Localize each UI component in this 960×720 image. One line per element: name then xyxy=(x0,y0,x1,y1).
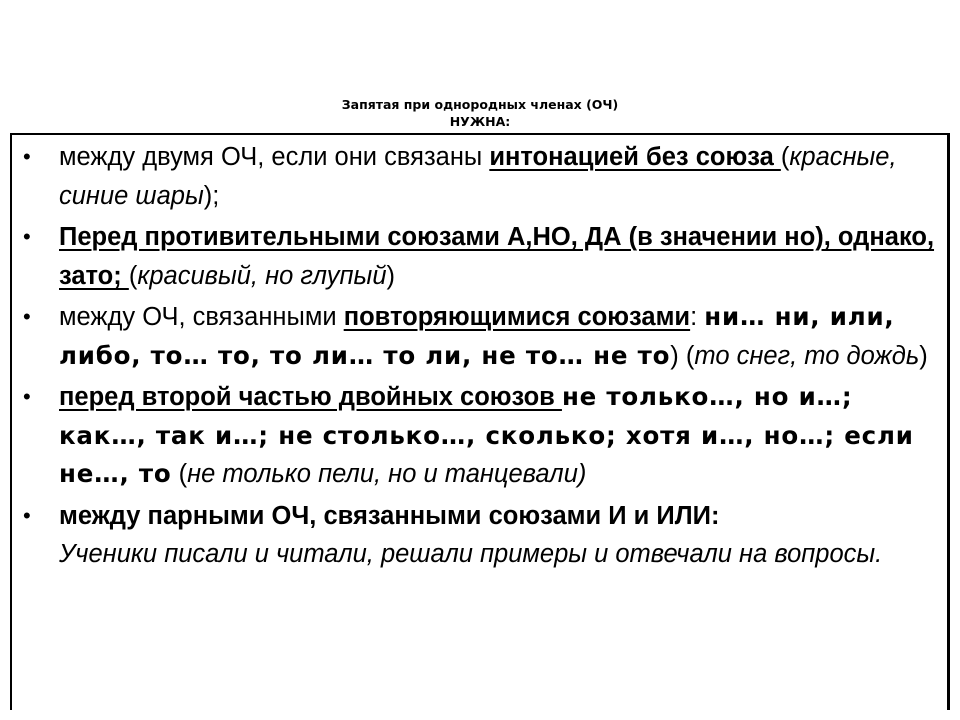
item-emphasis: повторяющимися союзами xyxy=(343,303,691,331)
title-line-2: НУЖНА: xyxy=(449,114,511,129)
item-emphasis: перед второй частью двойных союзов xyxy=(59,383,562,411)
item-conjunctions: не только…, но и…; как…, так и…; не столько…, сколько; хотя и…, но…; если не…, то xyxy=(59,382,914,488)
bullet-icon: • xyxy=(23,304,31,329)
item-conjunctions: ни… ни, или, либо, то… то, то ли… то ли, не то… не то xyxy=(59,302,895,370)
item-example: не только пели, но и танцевали) xyxy=(187,460,587,488)
item-text: ) xyxy=(386,261,396,290)
item-text: между двумя ОЧ, если они связаны xyxy=(59,143,490,171)
item-example: то снег, то дождь xyxy=(694,341,920,370)
list-item xyxy=(18,497,948,574)
item-example: красные, синие шары xyxy=(59,143,897,210)
list-item xyxy=(18,378,948,494)
item-text: ( xyxy=(171,460,188,488)
item-emphasis: интонацией без союза xyxy=(489,143,781,171)
item-text: ( xyxy=(128,261,138,290)
item-emphasis: между парными ОЧ, связанными союзами И и ИЛИ: xyxy=(59,501,720,530)
rule-list xyxy=(18,138,948,577)
item-text: ) xyxy=(919,341,928,370)
list-item xyxy=(18,298,948,375)
bullet-icon: • xyxy=(23,384,31,409)
item-example: красивый, но глупый xyxy=(137,261,387,290)
item-text: ( xyxy=(780,143,790,171)
list-item xyxy=(18,138,948,215)
item-text: между ОЧ, связанными xyxy=(59,303,344,331)
bullet-icon: • xyxy=(23,224,31,249)
item-example: Ученики писали и читали, решали примеры и отвечали на вопросы. xyxy=(59,540,883,568)
item-emphasis: Перед противительными союзами А,НО, ДА (в значении но), однако, зато; xyxy=(59,223,935,290)
item-text: : xyxy=(690,303,705,331)
item-text: ) ( xyxy=(670,341,695,370)
item-text: ); xyxy=(203,181,220,210)
title-line-1: Запятая при однородных членах (ОЧ) xyxy=(341,97,619,112)
slide-title xyxy=(0,96,960,130)
list-item xyxy=(18,218,948,295)
bullet-icon: • xyxy=(23,144,31,169)
bullet-icon: • xyxy=(23,502,31,528)
